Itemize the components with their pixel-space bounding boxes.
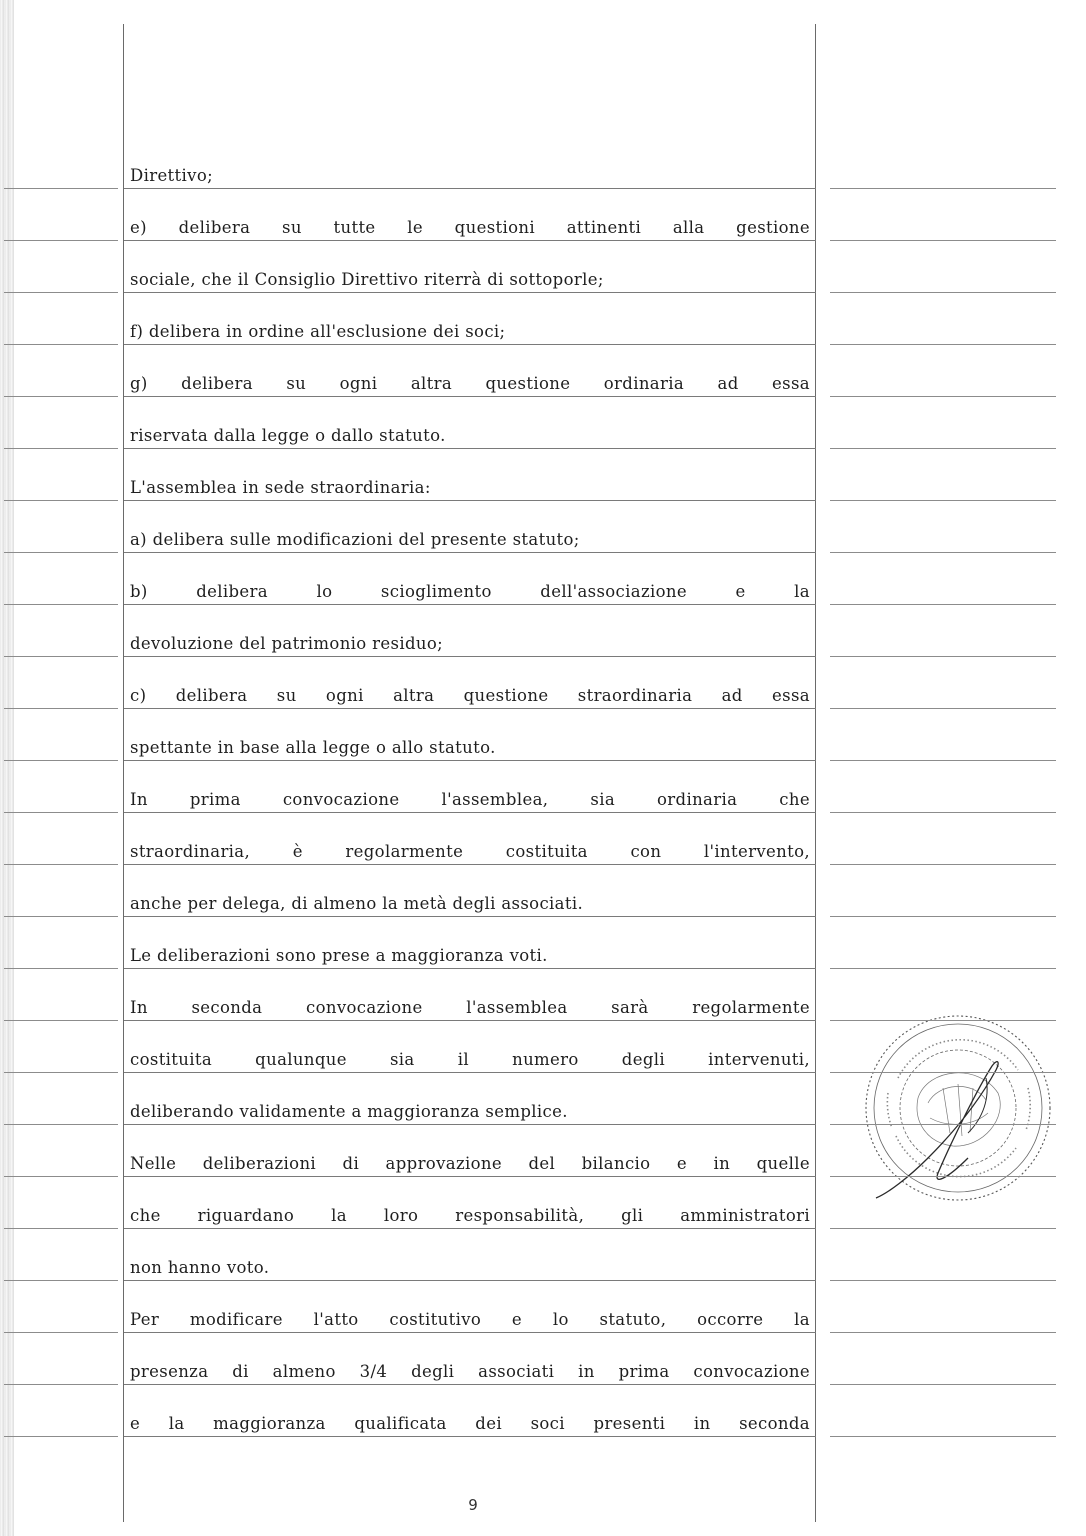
text-line: straordinaria, è regolarmente costituita con l'intervento, [130,842,810,861]
margin-rule [830,1124,1056,1125]
left-margin-rule [4,864,118,865]
ruled-line [124,188,816,189]
left-margin-line [123,24,124,1522]
left-margin-rule [4,344,118,345]
ruled-line [124,760,816,761]
margin-rule [830,864,1056,865]
ruled-line [124,1176,816,1177]
ruled-line [124,344,816,345]
ruled-line [124,708,816,709]
margin-rule [830,500,1056,501]
ruled-line [124,448,816,449]
text-line: Le deliberazioni sono prese a maggioranza voti. [130,946,548,965]
left-margin-rule [4,1124,118,1125]
binding-edge [0,0,14,1536]
text-line: spettante in base alla legge o allo statuto. [130,738,496,757]
ruled-line [124,1072,816,1073]
ruled-line [124,1228,816,1229]
text-line: In prima convocazione l'assemblea, sia ordinaria che [130,790,810,809]
ruled-line [124,552,816,553]
margin-rule [830,968,1056,969]
left-margin-rule [4,760,118,761]
ruled-line [124,292,816,293]
text-line: presenza di almeno 3/4 degli associati in prima convocazione [130,1362,810,1381]
text-line: g) delibera su ogni altra questione ordinaria ad essa [130,374,810,393]
ruled-line [124,1332,816,1333]
margin-rule [830,448,1056,449]
ruled-line [124,1280,816,1281]
left-margin-rule [4,1072,118,1073]
margin-rule [830,812,1056,813]
ruled-line [124,656,816,657]
page-number: 9 [468,1496,478,1514]
left-margin-rule [4,1176,118,1177]
left-margin-rule [4,500,118,501]
left-margin-rule [4,292,118,293]
margin-rule [830,292,1056,293]
text-line: Nelle deliberazioni di approvazione del bilancio e in quelle [130,1154,810,1173]
text-line: deliberando validamente a maggioranza semplice. [130,1102,568,1121]
left-margin-rule [4,240,118,241]
left-margin-rule [4,396,118,397]
left-margin-rule [4,916,118,917]
ruled-line [124,1124,816,1125]
left-margin-rule [4,604,118,605]
ruled-line [124,1384,816,1385]
margin-rule [830,396,1056,397]
left-margin-rule [4,656,118,657]
left-margin-rule [4,552,118,553]
margin-rule [830,760,1056,761]
left-margin-rule [4,1436,118,1437]
margin-rule [830,1280,1056,1281]
margin-rule [830,1332,1056,1333]
left-margin-rule [4,812,118,813]
text-line: Direttivo; [130,166,214,185]
margin-rule [830,604,1056,605]
margin-rule [830,344,1056,345]
text-line: a) delibera sulle modificazioni del presente statuto; [130,530,580,549]
text-line: L'assemblea in sede straordinaria: [130,478,431,497]
ruled-line [124,1436,816,1437]
margin-rule [830,1176,1056,1177]
left-margin-rule [4,1020,118,1021]
text-line: anche per delega, di almeno la metà degli associati. [130,894,584,913]
margin-rule [830,1436,1056,1437]
ruled-line [124,604,816,605]
margin-rule [830,240,1056,241]
text-line: b) delibera lo scioglimento dell'associazione e la [130,582,810,601]
text-line: f) delibera in ordine all'esclusione dei soci; [130,322,506,341]
text-line: Per modificare l'atto costitutivo e lo statuto, occorre la [130,1310,810,1329]
ruled-line [124,1020,816,1021]
text-line: sociale, che il Consiglio Direttivo riterrà di sottoporle; [130,270,604,289]
text-line: non hanno voto. [130,1258,270,1277]
ruled-line [124,864,816,865]
text-line: e) delibera su tutte le questioni attinenti alla gestione [130,218,810,237]
margin-rule [830,188,1056,189]
ruled-line [124,240,816,241]
right-margin-line [815,24,816,1522]
left-margin-rule [4,1384,118,1385]
margin-rule [830,656,1056,657]
left-margin-rule [4,188,118,189]
margin-rule [830,1384,1056,1385]
left-margin-rule [4,1332,118,1333]
ruled-line [124,396,816,397]
left-margin-rule [4,708,118,709]
margin-rule [830,1072,1056,1073]
notary-seal [858,1008,1058,1208]
text-line: costituita qualunque sia il numero degli intervenuti, [130,1050,810,1069]
left-margin-rule [4,1280,118,1281]
text-line: e la maggioranza qualificata dei soci presenti in seconda [130,1414,810,1433]
left-margin-rule [4,1228,118,1229]
text-line: riservata dalla legge o dallo statuto. [130,426,446,445]
ruled-line [124,500,816,501]
margin-rule [830,1020,1056,1021]
margin-rule [830,708,1056,709]
ruled-line [124,968,816,969]
ruled-line [124,916,816,917]
margin-rule [830,1228,1056,1229]
text-line: c) delibera su ogni altra questione straordinaria ad essa [130,686,810,705]
text-line: devoluzione del patrimonio residuo; [130,634,444,653]
left-margin-rule [4,968,118,969]
text-line: che riguardano la loro responsabilità, gli amministratori [130,1206,810,1225]
text-line: In seconda convocazione l'assemblea sarà regolarmente [130,998,810,1017]
left-margin-rule [4,448,118,449]
margin-rule [830,552,1056,553]
ruled-line [124,812,816,813]
margin-rule [830,916,1056,917]
